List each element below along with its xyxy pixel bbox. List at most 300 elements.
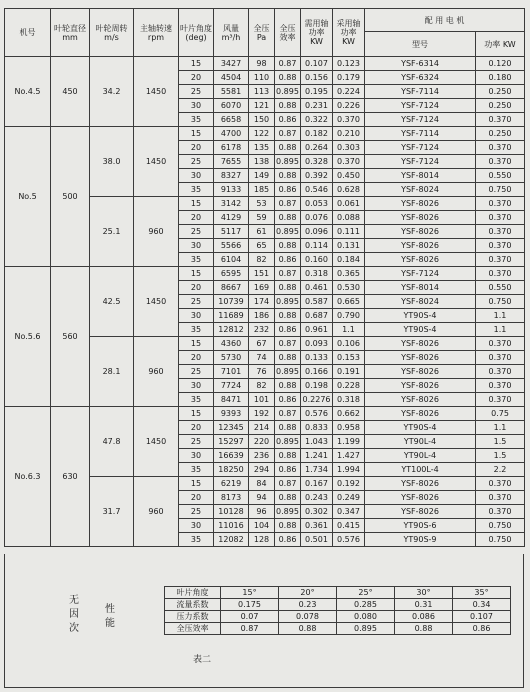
perf-cell: 流量系数 — [165, 599, 221, 611]
cell-shaft-power-adopted: 0.370 — [333, 113, 365, 127]
cell-motor-power: 0.370 — [476, 351, 525, 365]
cell-total-pressure: 96 — [249, 505, 275, 519]
cell-airflow: 4360 — [214, 337, 249, 351]
perf-row — [165, 623, 511, 635]
cell-airflow: 9133 — [214, 183, 249, 197]
col-header-motor-power: 功率 KW — [476, 32, 525, 57]
col-header-shaft-power-required: 需用轴功率 KW — [301, 9, 333, 57]
cell-blade-angle: 25 — [179, 435, 214, 449]
cell-shaft-power-adopted: 0.224 — [333, 85, 365, 99]
cell-spindle-speed: 1450 — [134, 407, 179, 477]
cell-shaft-power-adopted: 0.226 — [333, 99, 365, 113]
cell-blade-angle: 20 — [179, 211, 214, 225]
cell-blade-angle: 35 — [179, 393, 214, 407]
cell-shaft-power-required: 0.461 — [301, 281, 333, 295]
cell-total-efficiency: 0.88 — [275, 99, 301, 113]
cell-motor-type: YSF-7124 — [365, 155, 476, 169]
cell-motor-power: 0.370 — [476, 155, 525, 169]
perf-header-row — [165, 587, 511, 599]
cell-motor-power: 0.250 — [476, 127, 525, 141]
cell-model: No.6.3 — [5, 407, 51, 547]
cell-total-pressure: 149 — [249, 169, 275, 183]
cell-airflow: 3427 — [214, 57, 249, 71]
cell-total-efficiency: 0.86 — [275, 393, 301, 407]
cell-motor-power: 1.5 — [476, 435, 525, 449]
cell-shaft-power-required: 0.167 — [301, 477, 333, 491]
cell-motor-type: YSF-7114 — [365, 127, 476, 141]
cell-shaft-power-adopted: 0.628 — [333, 183, 365, 197]
cell-total-efficiency: 0.895 — [275, 155, 301, 169]
perf-cell: 全压效率 — [165, 623, 221, 635]
cell-airflow: 5581 — [214, 85, 249, 99]
cell-total-pressure: 220 — [249, 435, 275, 449]
cell-shaft-power-required: 1.241 — [301, 449, 333, 463]
cell-shaft-power-adopted: 0.530 — [333, 281, 365, 295]
cell-motor-type: YSF-7124 — [365, 113, 476, 127]
cell-motor-power: 0.370 — [476, 113, 525, 127]
cell-total-efficiency: 0.895 — [275, 295, 301, 309]
cell-total-pressure: 138 — [249, 155, 275, 169]
cell-impeller-diameter: 560 — [51, 267, 90, 407]
cell-airflow: 7724 — [214, 379, 249, 393]
cell-airflow: 8471 — [214, 393, 249, 407]
cell-airflow: 7101 — [214, 365, 249, 379]
cell-blade-angle: 15 — [179, 337, 214, 351]
cell-airflow: 11689 — [214, 309, 249, 323]
fan-performance-table-body — [5, 57, 525, 547]
cell-blade-angle: 15 — [179, 407, 214, 421]
cell-shaft-power-required: 0.195 — [301, 85, 333, 99]
performance-label: 性能 — [105, 604, 115, 629]
cell-motor-type: YSF-6314 — [365, 57, 476, 71]
cell-spindle-speed: 960 — [134, 337, 179, 407]
dimensionless-label: 无因次 — [69, 595, 79, 634]
cell-shaft-power-adopted: 0.318 — [333, 393, 365, 407]
cell-shaft-power-adopted: 1.199 — [333, 435, 365, 449]
cell-shaft-power-required: 0.546 — [301, 183, 333, 197]
cell-motor-power: 0.370 — [476, 197, 525, 211]
cell-total-pressure: 185 — [249, 183, 275, 197]
cell-total-pressure: 74 — [249, 351, 275, 365]
cell-total-efficiency: 0.87 — [275, 197, 301, 211]
cell-total-pressure: 65 — [249, 239, 275, 253]
cell-total-efficiency: 0.88 — [275, 169, 301, 183]
cell-total-efficiency: 0.88 — [275, 239, 301, 253]
cell-shaft-power-required: 0.133 — [301, 351, 333, 365]
cell-blade-angle: 25 — [179, 225, 214, 239]
cell-shaft-power-required: 0.093 — [301, 337, 333, 351]
cell-total-efficiency: 0.88 — [275, 379, 301, 393]
cell-total-efficiency: 0.87 — [275, 57, 301, 71]
cell-motor-power: 0.370 — [476, 239, 525, 253]
cell-total-efficiency: 0.87 — [275, 127, 301, 141]
cell-total-pressure: 104 — [249, 519, 275, 533]
cell-total-efficiency: 0.88 — [275, 519, 301, 533]
cell-motor-type: YSF-6324 — [365, 71, 476, 85]
cell-motor-power: 1.1 — [476, 421, 525, 435]
cell-motor-power: 0.370 — [476, 141, 525, 155]
cell-motor-power: 0.750 — [476, 295, 525, 309]
cell-shaft-power-adopted: 0.576 — [333, 533, 365, 547]
cell-blade-angle: 15 — [179, 267, 214, 281]
cell-shaft-power-adopted: 0.184 — [333, 253, 365, 267]
cell-motor-type: YT90S-4 — [365, 421, 476, 435]
cell-motor-type: YSF-8026 — [365, 337, 476, 351]
cell-blade-angle: 30 — [179, 379, 214, 393]
cell-total-pressure: 169 — [249, 281, 275, 295]
col-header-motor-type: 型号 — [365, 32, 476, 57]
cell-spindle-speed: 1450 — [134, 127, 179, 197]
cell-total-pressure: 174 — [249, 295, 275, 309]
cell-total-pressure: 294 — [249, 463, 275, 477]
cell-blade-angle: 35 — [179, 533, 214, 547]
cell-shaft-power-required: 0.318 — [301, 267, 333, 281]
cell-total-pressure: 94 — [249, 491, 275, 505]
cell-motor-type: YSF-8026 — [365, 393, 476, 407]
cell-total-pressure: 82 — [249, 253, 275, 267]
cell-total-pressure: 121 — [249, 99, 275, 113]
cell-motor-power: 0.370 — [476, 365, 525, 379]
cell-total-efficiency: 0.86 — [275, 183, 301, 197]
cell-tip-speed: 25.1 — [90, 197, 134, 267]
cell-total-pressure: 214 — [249, 421, 275, 435]
cell-motor-power: 0.370 — [476, 267, 525, 281]
cell-shaft-power-required: 0.833 — [301, 421, 333, 435]
cell-shaft-power-adopted: 1.427 — [333, 449, 365, 463]
cell-blade-angle: 30 — [179, 99, 214, 113]
cell-blade-angle: 35 — [179, 323, 214, 337]
cell-total-efficiency: 0.895 — [275, 505, 301, 519]
cell-tip-speed: 47.8 — [90, 407, 134, 477]
cell-airflow: 5117 — [214, 225, 249, 239]
cell-shaft-power-required: 0.302 — [301, 505, 333, 519]
cell-airflow: 6595 — [214, 267, 249, 281]
cell-shaft-power-required: 0.076 — [301, 211, 333, 225]
cell-motor-type: YSF-7124 — [365, 141, 476, 155]
cell-total-pressure: 236 — [249, 449, 275, 463]
cell-total-efficiency: 0.87 — [275, 267, 301, 281]
col-header-airflow: 风量 m³/h — [214, 9, 249, 57]
cell-model: No.4.5 — [5, 57, 51, 127]
col-header-total-pressure: 全压 Pa — [249, 9, 275, 57]
perf-cell: 0.078 — [279, 611, 337, 623]
cell-shaft-power-adopted: 0.662 — [333, 407, 365, 421]
cell-shaft-power-required: 1.734 — [301, 463, 333, 477]
perf-cell: 0.285 — [337, 599, 395, 611]
table-row — [5, 127, 525, 141]
cell-blade-angle: 25 — [179, 85, 214, 99]
cell-motor-power: 0.370 — [476, 505, 525, 519]
cell-shaft-power-required: 1.043 — [301, 435, 333, 449]
cell-blade-angle: 20 — [179, 491, 214, 505]
cell-total-efficiency: 0.87 — [275, 407, 301, 421]
cell-total-pressure: 135 — [249, 141, 275, 155]
col-header-shaft-power-adopted: 采用轴功率 KW — [333, 9, 365, 57]
col-header-model: 机号 — [5, 9, 51, 57]
cell-shaft-power-adopted: 0.061 — [333, 197, 365, 211]
cell-motor-type: YSF-7124 — [365, 267, 476, 281]
cell-total-efficiency: 0.895 — [275, 225, 301, 239]
perf-cell: 0.86 — [453, 623, 511, 635]
cell-shaft-power-adopted: 0.088 — [333, 211, 365, 225]
perf-cell: 0.175 — [221, 599, 279, 611]
table-caption: 表二 — [193, 655, 212, 665]
perf-cell: 0.080 — [337, 611, 395, 623]
cell-blade-angle: 25 — [179, 155, 214, 169]
cell-shaft-power-required: 0.053 — [301, 197, 333, 211]
cell-total-pressure: 98 — [249, 57, 275, 71]
cell-airflow: 6658 — [214, 113, 249, 127]
cell-airflow: 6219 — [214, 477, 249, 491]
cell-total-pressure: 128 — [249, 533, 275, 547]
perf-cell: 0.07 — [221, 611, 279, 623]
perf-cell: 0.88 — [395, 623, 453, 635]
perf-cell: 0.34 — [453, 599, 511, 611]
cell-total-efficiency: 0.88 — [275, 309, 301, 323]
cell-shaft-power-required: 0.961 — [301, 323, 333, 337]
cell-airflow: 7655 — [214, 155, 249, 169]
cell-tip-speed: 34.2 — [90, 57, 134, 127]
cell-blade-angle: 25 — [179, 365, 214, 379]
cell-motor-type: YSF-8026 — [365, 239, 476, 253]
cell-motor-type: YSF-8026 — [365, 379, 476, 393]
cell-shaft-power-required: 0.328 — [301, 155, 333, 169]
cell-motor-power: 0.250 — [476, 99, 525, 113]
cell-motor-type: YSF-8026 — [365, 505, 476, 519]
perf-header-cell: 20° — [279, 587, 337, 599]
cell-motor-power: 0.370 — [476, 337, 525, 351]
cell-total-efficiency: 0.88 — [275, 351, 301, 365]
cell-motor-type: YSF-8026 — [365, 197, 476, 211]
cell-total-efficiency: 0.86 — [275, 253, 301, 267]
cell-motor-type: YT90S-6 — [365, 519, 476, 533]
perf-cell: 0.31 — [395, 599, 453, 611]
cell-total-efficiency: 0.88 — [275, 71, 301, 85]
cell-motor-type: YT90S-9 — [365, 533, 476, 547]
cell-shaft-power-required: 0.501 — [301, 533, 333, 547]
perf-header-cell: 25° — [337, 587, 395, 599]
cell-model: No.5 — [5, 127, 51, 267]
table-row — [5, 407, 525, 421]
cell-motor-power: 1.5 — [476, 449, 525, 463]
cell-total-pressure: 101 — [249, 393, 275, 407]
cell-total-pressure: 113 — [249, 85, 275, 99]
col-header-blade-angle: 叶片角度 (deg) — [179, 9, 214, 57]
cell-airflow: 8173 — [214, 491, 249, 505]
cell-motor-power: 0.750 — [476, 519, 525, 533]
cell-total-efficiency: 0.88 — [275, 449, 301, 463]
cell-airflow: 6104 — [214, 253, 249, 267]
cell-shaft-power-adopted: 0.450 — [333, 169, 365, 183]
cell-blade-angle: 35 — [179, 253, 214, 267]
cell-total-pressure: 61 — [249, 225, 275, 239]
cell-shaft-power-required: 0.587 — [301, 295, 333, 309]
perf-row — [165, 599, 511, 611]
cell-shaft-power-required: 0.2276 — [301, 393, 333, 407]
cell-motor-power: 0.370 — [476, 393, 525, 407]
cell-motor-power: 0.370 — [476, 211, 525, 225]
cell-blade-angle: 35 — [179, 463, 214, 477]
cell-motor-power: 0.370 — [476, 253, 525, 267]
cell-model: No.5.6 — [5, 267, 51, 407]
cell-shaft-power-adopted: 0.191 — [333, 365, 365, 379]
cell-motor-type: YSF-7124 — [365, 99, 476, 113]
cell-motor-type: YSF-8024 — [365, 295, 476, 309]
cell-total-efficiency: 0.895 — [275, 365, 301, 379]
cell-motor-power: 0.370 — [476, 477, 525, 491]
cell-total-efficiency: 0.88 — [275, 491, 301, 505]
cell-shaft-power-adopted: 0.123 — [333, 57, 365, 71]
cell-shaft-power-required: 0.322 — [301, 113, 333, 127]
cell-shaft-power-required: 0.160 — [301, 253, 333, 267]
cell-shaft-power-required: 0.182 — [301, 127, 333, 141]
cell-motor-power: 0.550 — [476, 281, 525, 295]
cell-airflow: 11016 — [214, 519, 249, 533]
cell-airflow: 5566 — [214, 239, 249, 253]
cell-airflow: 9393 — [214, 407, 249, 421]
cell-spindle-speed: 1450 — [134, 57, 179, 127]
cell-airflow: 4700 — [214, 127, 249, 141]
cell-spindle-speed: 960 — [134, 197, 179, 267]
cell-blade-angle: 20 — [179, 141, 214, 155]
cell-motor-power: 1.1 — [476, 309, 525, 323]
cell-total-pressure: 59 — [249, 211, 275, 225]
cell-shaft-power-adopted: 0.370 — [333, 155, 365, 169]
cell-shaft-power-adopted: 0.210 — [333, 127, 365, 141]
cell-total-pressure: 150 — [249, 113, 275, 127]
cell-airflow: 16639 — [214, 449, 249, 463]
cell-blade-angle: 30 — [179, 169, 214, 183]
perf-cell: 压力系数 — [165, 611, 221, 623]
cell-shaft-power-required: 0.361 — [301, 519, 333, 533]
cell-spindle-speed: 1450 — [134, 267, 179, 337]
cell-blade-angle: 30 — [179, 449, 214, 463]
cell-shaft-power-required: 0.231 — [301, 99, 333, 113]
cell-motor-type: YSF-8014 — [365, 169, 476, 183]
cell-shaft-power-required: 0.156 — [301, 71, 333, 85]
cell-total-pressure: 122 — [249, 127, 275, 141]
cell-total-pressure: 84 — [249, 477, 275, 491]
perf-header-cell: 30° — [395, 587, 453, 599]
perf-header-cell: 叶片角度 — [165, 587, 221, 599]
perf-cell: 0.88 — [279, 623, 337, 635]
cell-shaft-power-required: 0.576 — [301, 407, 333, 421]
cell-blade-angle: 20 — [179, 71, 214, 85]
cell-motor-power: 1.1 — [476, 323, 525, 337]
cell-total-efficiency: 0.87 — [275, 477, 301, 491]
cell-motor-power: 0.370 — [476, 379, 525, 393]
cell-blade-angle: 20 — [179, 351, 214, 365]
cell-blade-angle: 15 — [179, 477, 214, 491]
cell-motor-type: YSF-8026 — [365, 477, 476, 491]
perf-cell: 0.87 — [221, 623, 279, 635]
cell-shaft-power-required: 0.687 — [301, 309, 333, 323]
cell-motor-type: YSF-8026 — [365, 491, 476, 505]
cell-shaft-power-adopted: 0.790 — [333, 309, 365, 323]
cell-total-efficiency: 0.88 — [275, 211, 301, 225]
cell-airflow: 4504 — [214, 71, 249, 85]
col-header-impeller-diameter: 叶轮直径 mm — [51, 9, 90, 57]
cell-motor-type: YSF-8026 — [365, 211, 476, 225]
cell-blade-angle: 30 — [179, 309, 214, 323]
cell-shaft-power-adopted: 0.111 — [333, 225, 365, 239]
cell-motor-type: YSF-8026 — [365, 407, 476, 421]
cell-blade-angle: 20 — [179, 421, 214, 435]
cell-total-efficiency: 0.88 — [275, 141, 301, 155]
cell-shaft-power-adopted: 0.303 — [333, 141, 365, 155]
table-row — [5, 57, 525, 71]
cell-motor-power: 0.180 — [476, 71, 525, 85]
cell-motor-power: 0.550 — [476, 169, 525, 183]
cell-blade-angle: 30 — [179, 519, 214, 533]
cell-spindle-speed: 960 — [134, 477, 179, 547]
cell-motor-power: 0.750 — [476, 183, 525, 197]
cell-total-efficiency: 0.88 — [275, 421, 301, 435]
cell-tip-speed: 38.0 — [90, 127, 134, 197]
dimensionless-performance-table-body — [165, 587, 511, 635]
cell-shaft-power-adopted: 0.958 — [333, 421, 365, 435]
cell-impeller-diameter: 500 — [51, 127, 90, 267]
cell-shaft-power-adopted: 0.106 — [333, 337, 365, 351]
cell-airflow: 12345 — [214, 421, 249, 435]
cell-total-pressure: 192 — [249, 407, 275, 421]
cell-total-efficiency: 0.88 — [275, 281, 301, 295]
cell-impeller-diameter: 630 — [51, 407, 90, 547]
cell-total-pressure: 76 — [249, 365, 275, 379]
perf-row — [165, 611, 511, 623]
fan-performance-table — [4, 8, 525, 547]
cell-shaft-power-required: 0.264 — [301, 141, 333, 155]
cell-motor-power: 0.250 — [476, 85, 525, 99]
cell-airflow: 4129 — [214, 211, 249, 225]
cell-airflow: 8667 — [214, 281, 249, 295]
col-header-spindle-speed: 主轴转速 rpm — [134, 9, 179, 57]
cell-motor-type: YT90L-4 — [365, 449, 476, 463]
perf-cell: 0.23 — [279, 599, 337, 611]
cell-shaft-power-required: 0.392 — [301, 169, 333, 183]
cell-shaft-power-adopted: 0.249 — [333, 491, 365, 505]
perf-header-cell: 15° — [221, 587, 279, 599]
table-row — [5, 267, 525, 281]
cell-shaft-power-adopted: 0.365 — [333, 267, 365, 281]
cell-motor-type: YSF-8026 — [365, 351, 476, 365]
cell-shaft-power-adopted: 0.153 — [333, 351, 365, 365]
cell-motor-type: YSF-8026 — [365, 225, 476, 239]
cell-airflow: 3142 — [214, 197, 249, 211]
cell-total-pressure: 53 — [249, 197, 275, 211]
cell-total-efficiency: 0.895 — [275, 435, 301, 449]
cell-blade-angle: 30 — [179, 239, 214, 253]
cell-blade-angle: 25 — [179, 295, 214, 309]
cell-motor-power: 2.2 — [476, 463, 525, 477]
cell-shaft-power-required: 0.114 — [301, 239, 333, 253]
cell-airflow: 12812 — [214, 323, 249, 337]
cell-total-pressure: 232 — [249, 323, 275, 337]
cell-shaft-power-required: 0.198 — [301, 379, 333, 393]
cell-motor-power: 0.370 — [476, 225, 525, 239]
cell-total-efficiency: 0.895 — [275, 85, 301, 99]
cell-blade-angle: 15 — [179, 197, 214, 211]
cell-blade-angle: 20 — [179, 281, 214, 295]
cell-airflow: 5730 — [214, 351, 249, 365]
cell-motor-type: YT90S-4 — [365, 323, 476, 337]
cell-blade-angle: 15 — [179, 57, 214, 71]
perf-cell: 0.086 — [395, 611, 453, 623]
cell-total-efficiency: 0.87 — [275, 337, 301, 351]
cell-impeller-diameter: 450 — [51, 57, 90, 127]
cell-shaft-power-required: 0.107 — [301, 57, 333, 71]
cell-motor-type: YSF-7114 — [365, 85, 476, 99]
